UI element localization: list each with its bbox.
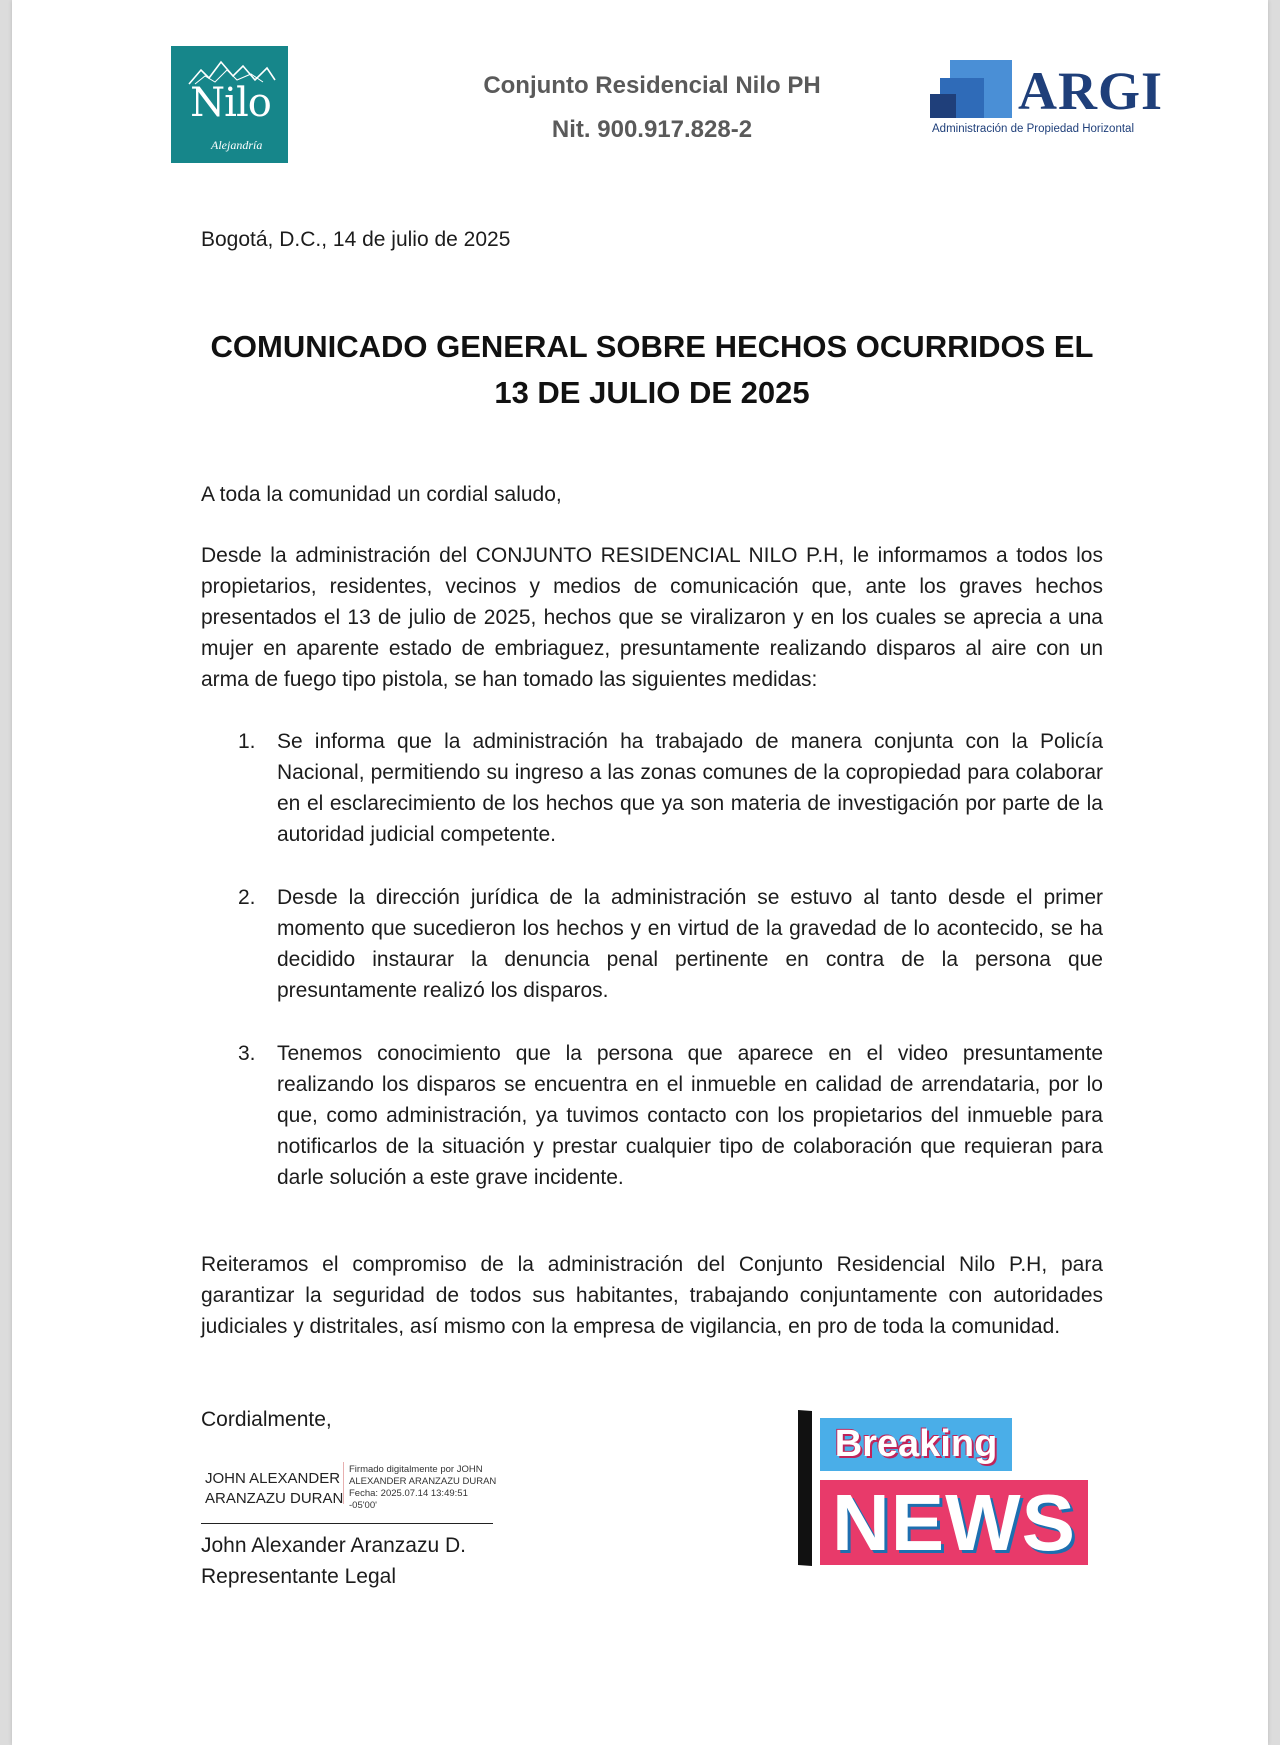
argi-logo-sub: Administración de Propiedad Horizontal (932, 123, 1134, 135)
nilo-logo (171, 46, 288, 163)
signer-name: John Alexander Aranzazu D. (201, 1534, 467, 1557)
list-item-text: Desde la dirección jurídica de la administración se estuvo al tanto desde el primer momento que sucedieron los hechos y en virtud de la gravedad de lo acontecido, se ha decidido instaurar la denuncia penal pertinente en contra de la persona que presuntamente realizó los disparos. (277, 886, 1103, 1002)
letter-title-line-2: 13 DE JULIO DE 2025 (494, 375, 810, 410)
argi-logo-word: ARGI (1018, 61, 1164, 121)
signer-role: Representante Legal (201, 1565, 396, 1588)
document-page (12, 0, 1268, 1745)
argi-squares-icon (930, 56, 1020, 122)
nilo-logo-word: Nilo (190, 80, 271, 126)
digital-signature-line: -05'00' (349, 1500, 377, 1511)
letter-title-line-1: COMUNICADO GENERAL SOBRE HECHOS OCURRIDOS EL (210, 329, 1094, 364)
list-item-number: 3. (238, 1042, 256, 1065)
digital-signature-stamp (349, 1464, 499, 1512)
signature-name-line-1: JOHN ALEXANDER (205, 1470, 341, 1487)
org-nit: Nit. 900.917.828-2 (551, 116, 753, 143)
list-item-text: Se informa que la administración ha trabajado de manera conjunta con la Policía Nacional, permitiendo su ingreso a las zonas comunes de la copropiedad para colaborar en el esclarecimiento de los hechos que ya son materia de investigación por parte de la autoridad judicial competente. (277, 730, 1103, 846)
list-item-number: 2. (238, 886, 256, 909)
list-item-text: Tenemos conocimiento que la persona que aparece en el video presuntamente realizando los disparos se encuentra en el inmueble en calidad de arrendataria, por lo que, como administración, ya tuvimos contacto con los propietarios del inmueble para notificarlos de la situación y prestar cualquier tipo de colaboración que requieran para darle solución a este grave incidente. (277, 1042, 1103, 1189)
letterhead (392, 72, 912, 160)
letter-greeting: A toda la comunidad un cordial saludo, (201, 483, 562, 506)
digital-signature-line: Firmado digitalmente por JOHN (349, 1464, 483, 1475)
signature-divider (343, 1462, 344, 1504)
letter-sign-off: Cordialmente, (201, 1408, 332, 1431)
digital-signature-line: ALEXANDER ARANZAZU DURAN (349, 1476, 497, 1487)
letter-title (172, 324, 1132, 416)
org-name: Conjunto Residencial Nilo PH (483, 72, 821, 99)
list-item-number: 1. (238, 730, 256, 753)
breaking-news-badge (798, 1410, 1088, 1565)
breaking-news-bar (798, 1410, 812, 1566)
letter-intro: Desde la administración del CONJUNTO RESIDENCIAL NILO P.H, le informamos a todos los propietarios, residentes, vecinos y medios de comunicación que, ante los graves hechos presentados el 13 de julio de 2025, hechos que se viralizaron y en los cuales se aprecia a una mujer en aparente estado de embriaguez, presuntamente realizando disparos al aire con un arma de fuego tipo pistola, se han tomado las siguientes medidas: (201, 544, 1103, 691)
breaking-news-bottom: NEWS (820, 1480, 1088, 1565)
signature-name (205, 1469, 343, 1509)
signature-name-line-2: ARANZAZU DURAN (205, 1490, 344, 1507)
letter-date: Bogotá, D.C., 14 de julio de 2025 (201, 228, 511, 251)
digital-signature-line: Fecha: 2025.07.14 13:49:51 (349, 1488, 468, 1499)
argi-logo (930, 56, 1164, 136)
breaking-news-top: Breaking (820, 1418, 1012, 1471)
nilo-logo-sub: Alejandría (211, 138, 263, 152)
signature-line (201, 1523, 493, 1524)
letter-closing-paragraph: Reiteramos el compromiso de la administración del Conjunto Residencial Nilo P.H, para garantizar la seguridad de todos sus habitantes, trabajando conjuntamente con autoridades judiciales y distritales, así mismo con la empresa de vigilancia, en pro de toda la comunidad. (201, 1253, 1103, 1338)
